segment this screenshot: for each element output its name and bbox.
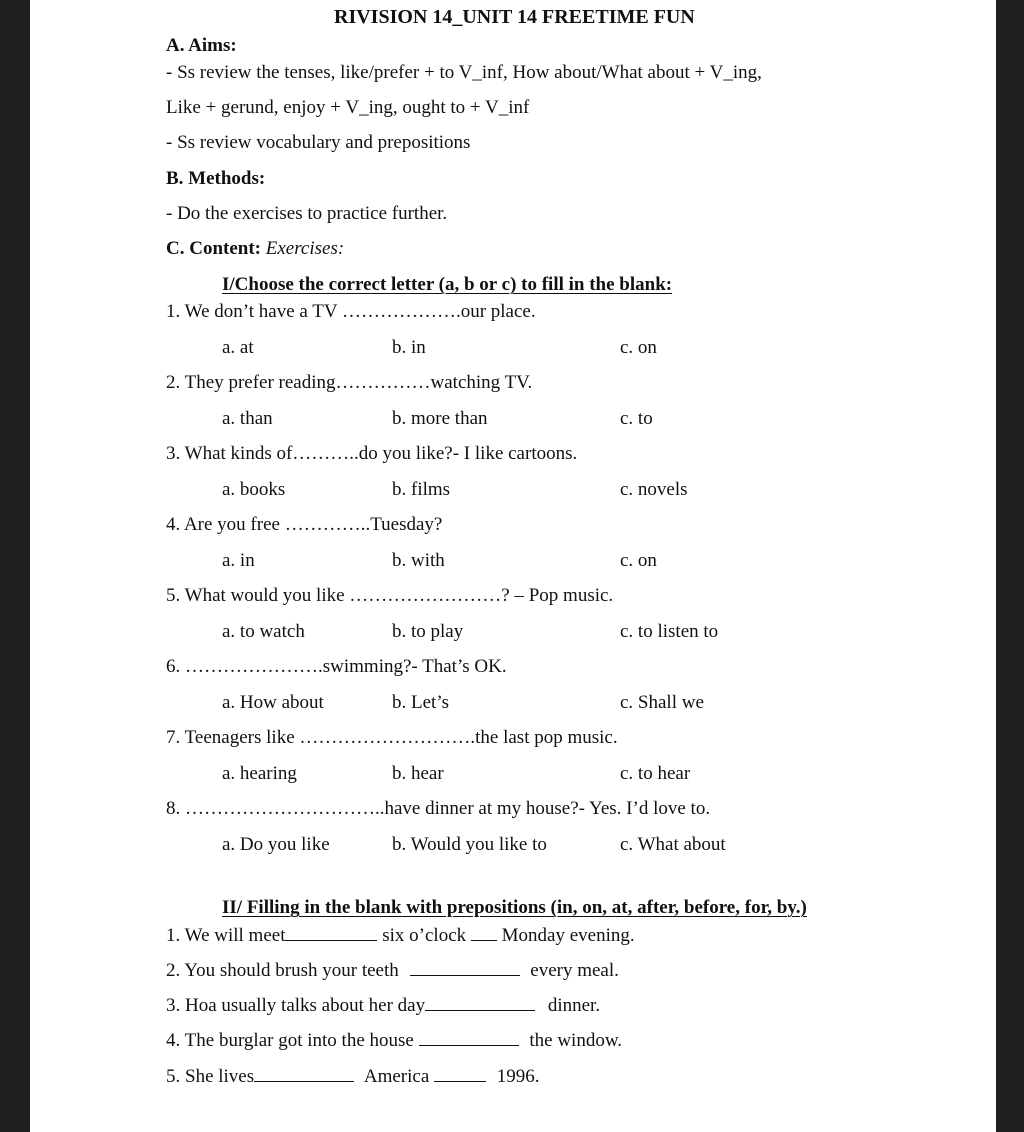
- q8-option-a: a. Do you like: [222, 834, 330, 855]
- q7-option-c: c. to hear: [620, 763, 691, 784]
- q5-option-c: c. to listen to: [620, 621, 719, 642]
- q1-option-a: a. at: [222, 337, 254, 358]
- prep-2-part-1: 2. You should brush your teeth: [166, 960, 399, 981]
- q4-option-c: c. on: [620, 550, 657, 571]
- methods-heading: B. Methods:: [166, 168, 266, 189]
- q7-option-b: b. hear: [392, 763, 444, 784]
- q2-option-b: b. more than: [392, 408, 488, 429]
- q3-option-a: a. books: [222, 479, 286, 500]
- question-3: 3. What kinds of………..do you like?- I like cartoons.: [166, 443, 578, 464]
- aims-line-1: - Ss review the tenses, like/prefer + to V_inf, How about/What about + V_ing,: [166, 62, 762, 83]
- content-heading-line: [166, 238, 344, 260]
- prep-item-5: [166, 1065, 540, 1088]
- q1-option-c: c. on: [620, 337, 657, 358]
- question-4: 4. Are you free …………..Tuesday?: [166, 514, 443, 535]
- prep-1-part-1: 1. We will meet: [166, 925, 286, 946]
- q2-option-c: c. to: [620, 408, 653, 429]
- question-5: 5. What would you like ……………………? – Pop music.: [166, 585, 614, 606]
- prep-3-part-2: dinner.: [547, 995, 601, 1016]
- prep-item-3: [166, 994, 600, 1017]
- prep-5-part-2: America: [363, 1066, 430, 1087]
- q8-option-b: b. Would you like to: [392, 834, 547, 855]
- blank-line: [254, 1065, 354, 1082]
- prep-1-part-3: Monday evening.: [501, 925, 635, 946]
- prep-item-2: [166, 959, 619, 982]
- q4-option-b: b. with: [392, 550, 445, 571]
- blank-line: [410, 959, 520, 976]
- content-heading: C. Content:: [166, 238, 261, 259]
- q8-option-c: c. What about: [620, 834, 726, 855]
- question-6: 6. ………………….swimming?- That’s OK.: [166, 656, 507, 677]
- blank-line: [285, 924, 377, 941]
- aims-line-3: - Ss review vocabulary and prepositions: [166, 132, 471, 153]
- q3-option-c: c. novels: [620, 479, 688, 500]
- q5-option-b: b. to play: [392, 621, 464, 642]
- blank-line: [434, 1065, 486, 1082]
- q5-option-a: a. to watch: [222, 621, 305, 642]
- q2-option-a: a. than: [222, 408, 273, 429]
- q6-option-b: b. Let’s: [392, 692, 449, 713]
- prep-5-part-1: 5. She lives: [166, 1066, 255, 1087]
- blank-line: [425, 994, 535, 1011]
- q6-option-c: c. Shall we: [620, 692, 704, 713]
- question-7: 7. Teenagers like ……………………….the last pop music.: [166, 727, 618, 748]
- prep-item-1: [166, 924, 635, 947]
- prep-3-part-1: 3. Hoa usually talks about her day: [166, 995, 426, 1016]
- q3-option-b: b. films: [392, 479, 451, 500]
- prep-5-part-3: 1996.: [496, 1066, 540, 1087]
- content-subheading: Exercises:: [265, 238, 345, 259]
- methods-line-1: - Do the exercises to practice further.: [166, 203, 448, 224]
- q6-option-a: a. How about: [222, 692, 324, 713]
- section1-title: I/Choose the correct letter (a, b or c) to fill in the blank:: [222, 274, 673, 295]
- worksheet-page: [30, 0, 996, 1132]
- q1-option-b: b. in: [392, 337, 426, 358]
- blank-line: [471, 924, 497, 941]
- aims-line-2: Like + gerund, enjoy + V_ing, ought to + V_inf: [166, 97, 530, 118]
- question-1: 1. We don’t have a TV ……………….our place.: [166, 301, 536, 322]
- prep-2-part-2: every meal.: [530, 960, 619, 981]
- prep-4-part-2: the window.: [529, 1030, 623, 1051]
- page-title: RIVISION 14_UNIT 14 FREETIME FUN: [334, 6, 695, 28]
- prep-1-part-2: six o’clock: [382, 925, 467, 946]
- prep-item-4: [166, 1029, 622, 1052]
- aims-heading: A. Aims:: [166, 35, 237, 56]
- section2-title: II/ Filling in the blank with prepositions (in, on, at, after, before, for, by.): [222, 897, 807, 918]
- question-8: 8. …………………………..have dinner at my house?- Yes. I’d love to.: [166, 798, 711, 819]
- q7-option-a: a. hearing: [222, 763, 297, 784]
- question-2: 2. They prefer reading……………watching TV.: [166, 372, 533, 393]
- q4-option-a: a. in: [222, 550, 255, 571]
- prep-4-part-1: 4. The burglar got into the house: [166, 1030, 414, 1051]
- blank-line: [419, 1029, 519, 1046]
